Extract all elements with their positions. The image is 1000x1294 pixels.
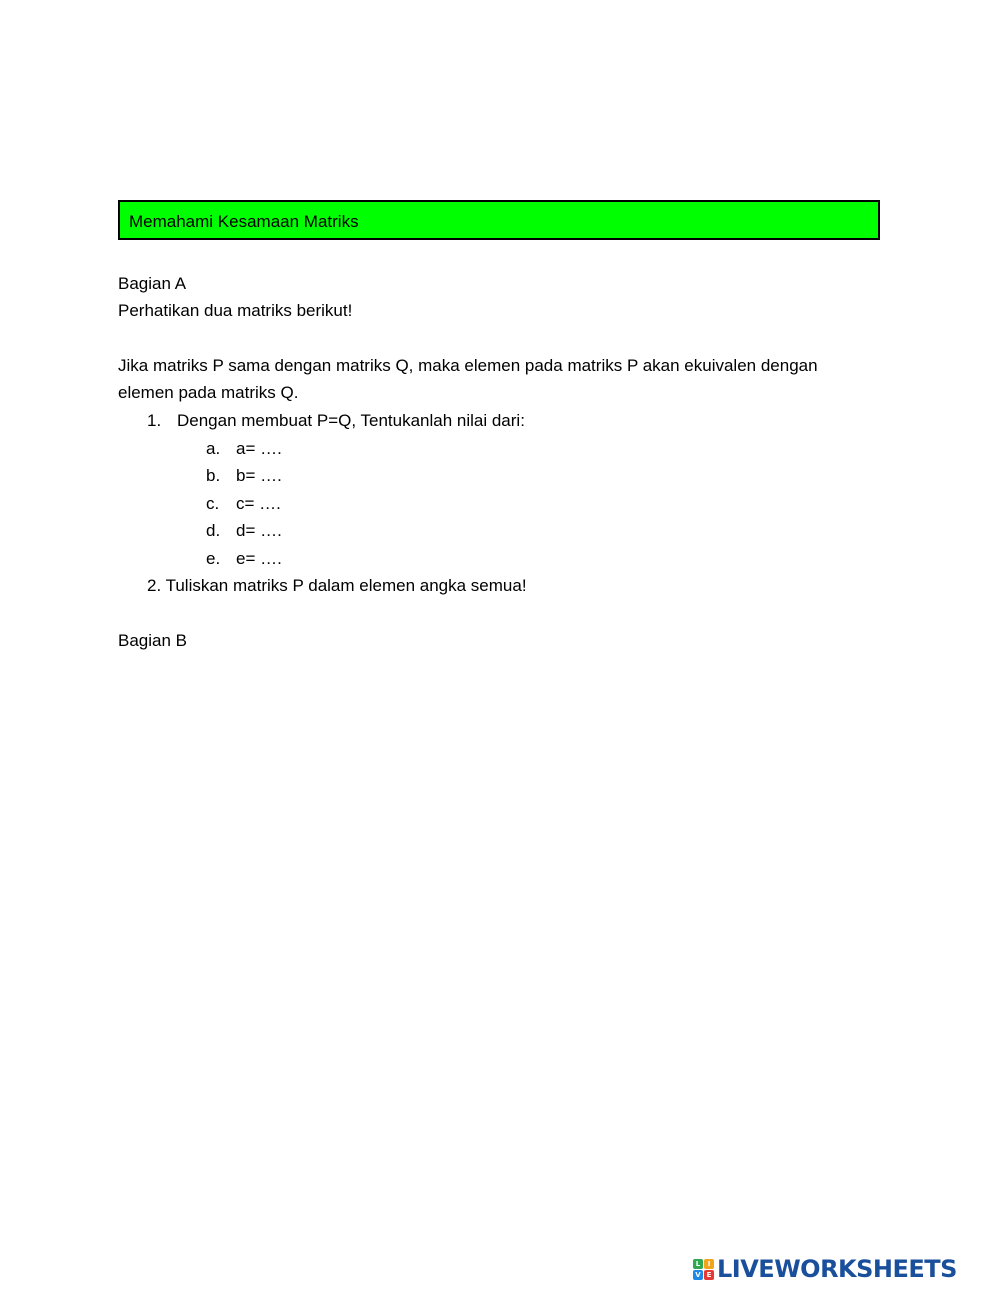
sub-item-e-text: e= …. — [236, 549, 282, 568]
paragraph-line-1: Jika matriks P sama dengan matriks Q, maka elemen pada matriks P akan ekuivalen dengan — [118, 356, 818, 375]
liveworksheets-logo — [693, 1256, 957, 1282]
section-a-heading: Bagian A — [118, 274, 187, 293]
document-title: Memahami Kesamaan Matriks — [129, 212, 359, 231]
sub-item-b-marker: b. — [206, 466, 221, 485]
logo-mark-icon — [693, 1259, 714, 1280]
sub-item-d-text: d= …. — [236, 521, 282, 540]
sub-item-e-marker: e. — [206, 549, 221, 568]
question-2-text: 2. Tuliskan matriks P dalam elemen angka semua! — [147, 576, 527, 595]
sub-item-c-text: c= …. — [236, 494, 281, 513]
question-1-number: 1. — [147, 411, 162, 430]
section-b-heading: Bagian B — [118, 631, 187, 650]
paragraph-line-2: elemen pada matriks Q. — [118, 383, 299, 402]
sub-item-d-marker: d. — [206, 521, 221, 540]
sub-item-b-text: b= …. — [236, 466, 282, 485]
question-1-text: Dengan membuat P=Q, Tentukanlah nilai dari: — [177, 411, 525, 430]
logo-cell-v: V — [693, 1270, 703, 1280]
sub-item-a-marker: a. — [206, 439, 221, 458]
title-banner — [118, 200, 880, 240]
logo-cell-l: L — [693, 1259, 703, 1269]
logo-cell-i: I — [704, 1259, 714, 1269]
logo-cell-e: E — [704, 1270, 714, 1280]
sub-item-a-text: a= …. — [236, 439, 282, 458]
sub-item-c-marker: c. — [206, 494, 220, 513]
logo-wordmark: LIVEWORKSHEETS — [717, 1255, 957, 1283]
instruction-text: Perhatikan dua matriks berikut! — [118, 301, 353, 320]
